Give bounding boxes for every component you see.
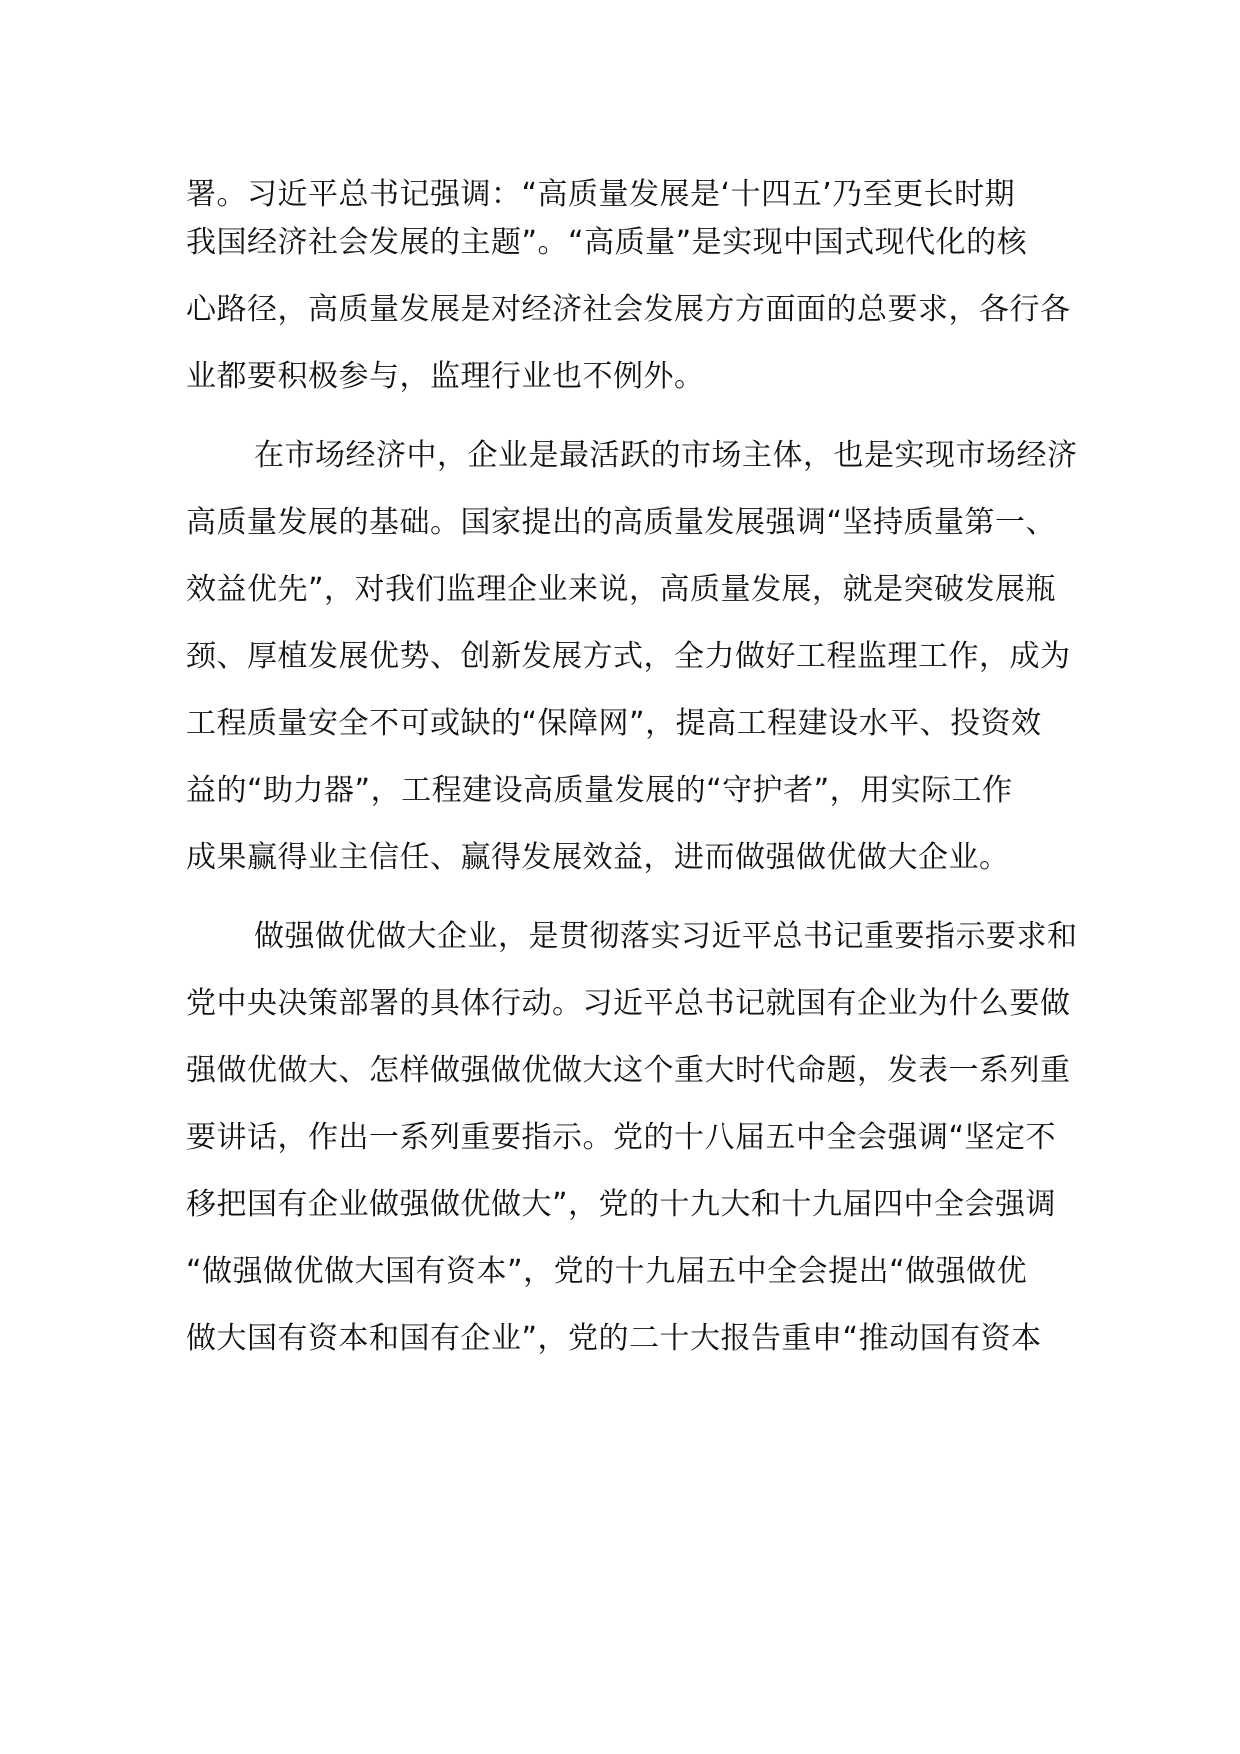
text-line: 工程质量安全不可或缺的“保障网”，提高工程建设水平、投资效 [186,706,1042,741]
text-line: 做大国有资本和国有企业”，党的二十大报告重申“推动国有资本 [186,1321,1042,1356]
text-line: “做强做优做大国有资本”，党的十九届五中全会提出“做强做优 [186,1254,1028,1289]
text-line: 要讲话，作出一系列重要指示。党的十八届五中全会强调“坚定不 [186,1120,1057,1155]
text-line: 党中央决策部署的具体行动。习近平总书记就国有企业为什么要做 [186,986,1071,1021]
text-line: 高质量发展的基础。国家提出的高质量发展强调“坚持质量第一、 [186,505,1057,540]
text-line: 效益优先”，对我们监理企业来说，高质量发展，就是突破发展瓶 [186,572,1057,607]
text-line: 颈、厚植发展优势、创新发展方式，全力做好工程监理工作，成为 [186,639,1071,674]
text-line: 成果赢得业主信任、赢得发展效益，进而做强做优做大企业。 [186,840,1010,875]
text-line: 我国经济社会发展的主题”。“高质量”是实现中国式现代化的核 [186,225,1028,260]
text-line: 强做优做大、怎样做强做优做大这个重大时代命题，发表一系列重 [186,1053,1071,1088]
text-line: 心路径，高质量发展是对经济社会发展方方面面的总要求，各行各 [186,292,1071,327]
paragraph-first-line: 做强做优做大企业，是贯彻落实习近平总书记重要指示要求和 [254,919,1078,954]
text-line: 移把国有企业做强做优做大”，党的十九大和十九届四中全会强调 [186,1187,1057,1222]
text-line: 益的“助力器”，工程建设高质量发展的“守护者”，用实际工作 [186,773,1013,808]
text-line: 署。习近平总书记强调：“高质量发展是‘十四五’乃至更长时期 [186,177,1016,212]
paragraph-first-line: 在市场经济中，企业是最活跃的市场主体，也是实现市场经济 [254,438,1078,473]
text-line: 业都要积极参与，监理行业也不例外。 [186,359,705,394]
